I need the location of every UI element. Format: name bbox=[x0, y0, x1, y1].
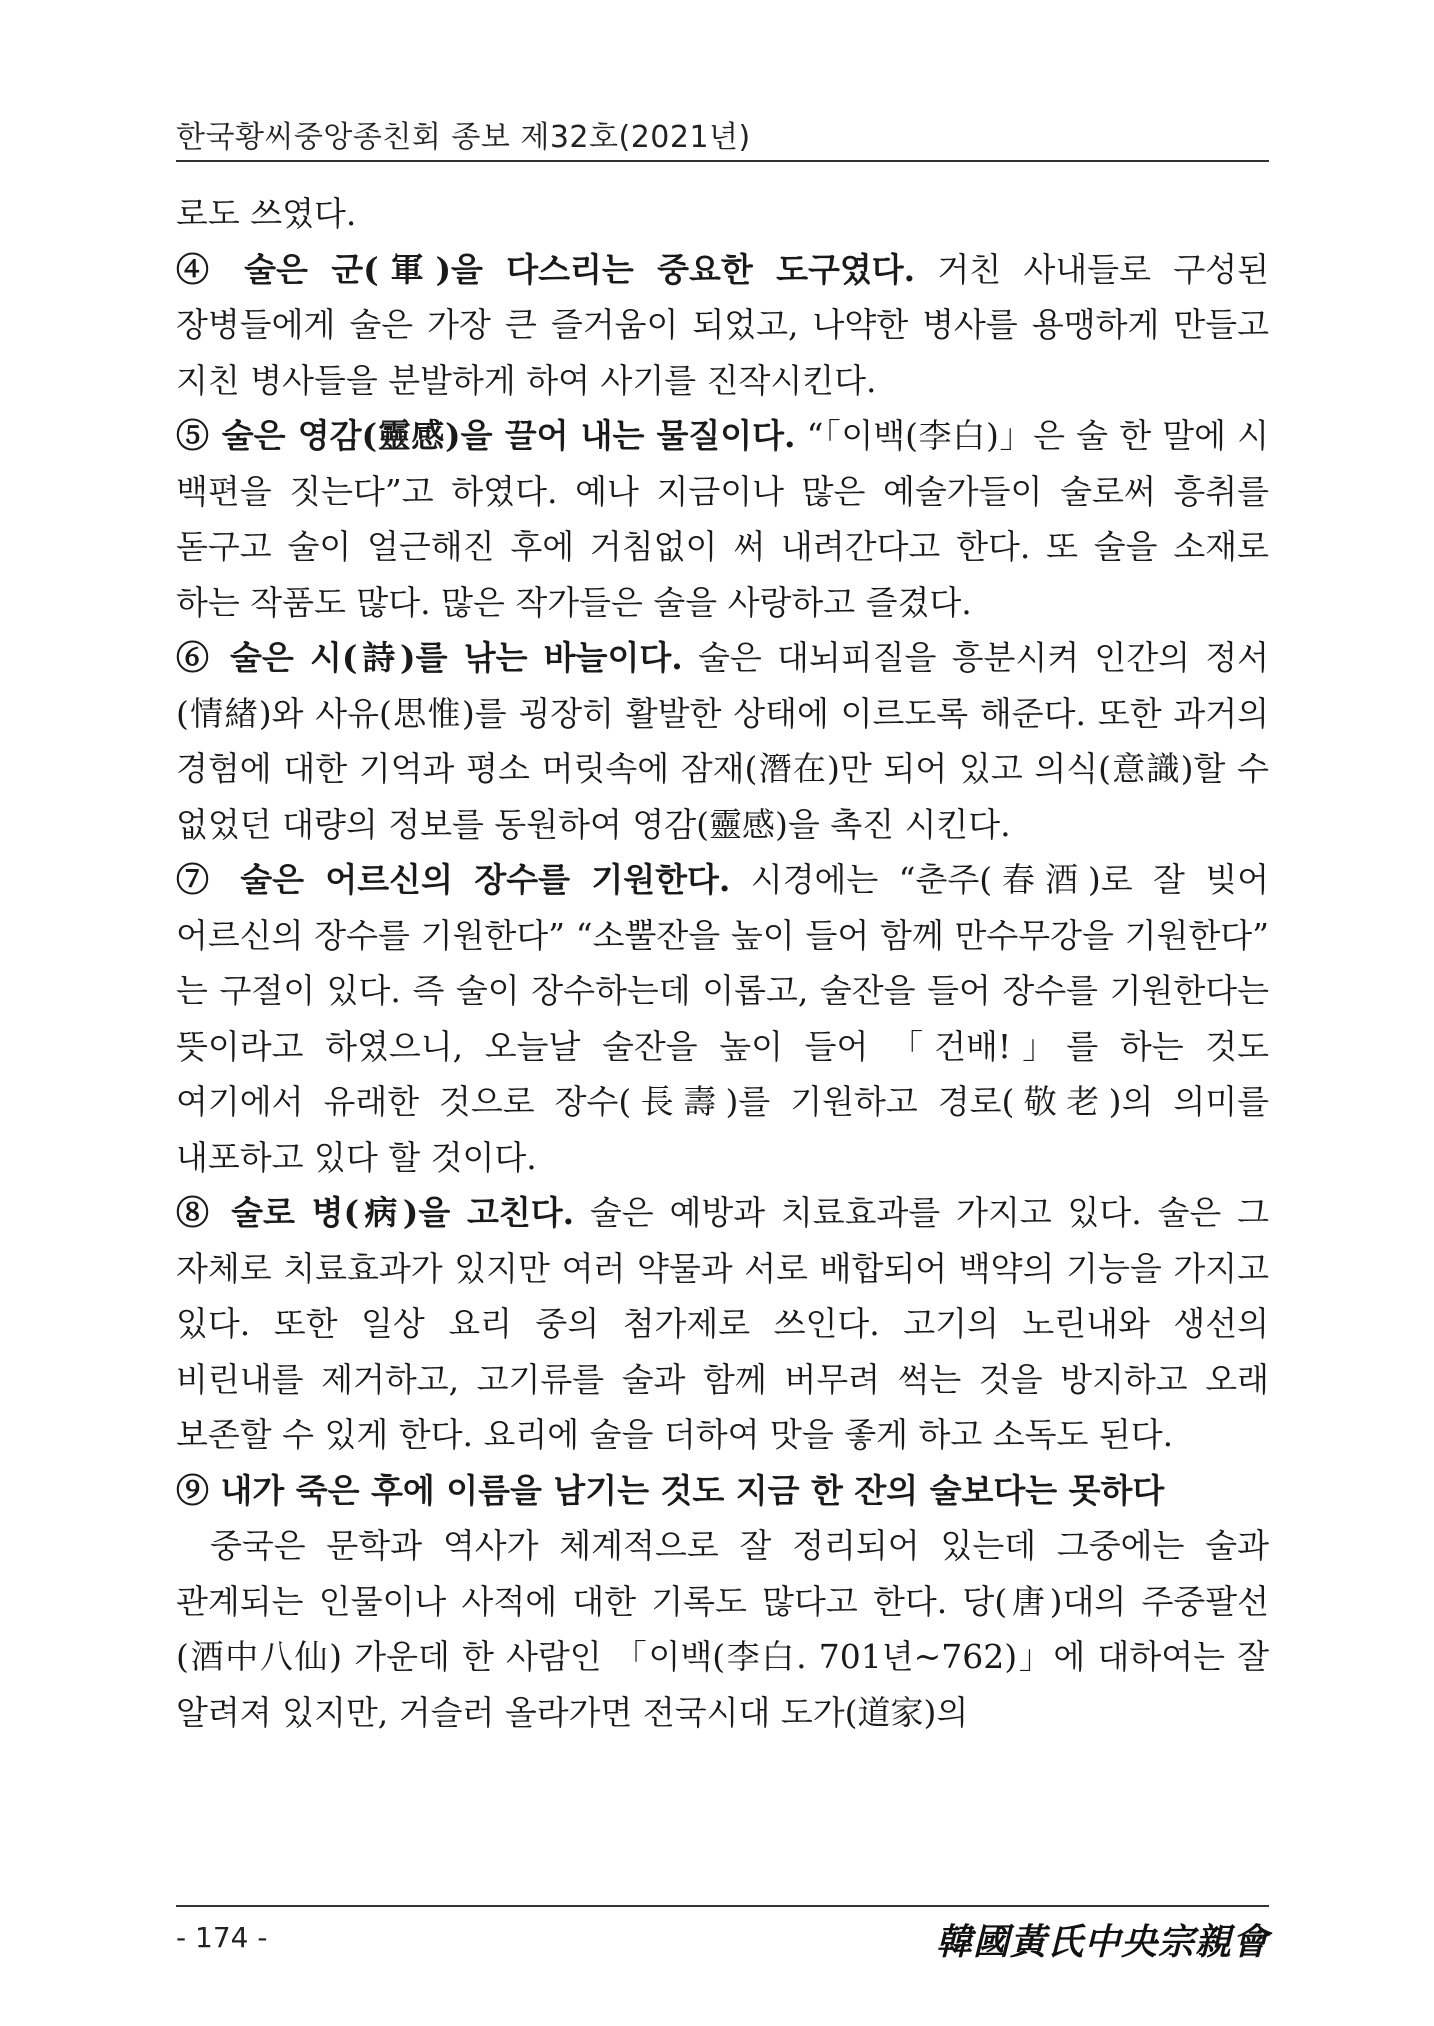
header-divider bbox=[176, 160, 1269, 162]
intro-line: 로도 쓰였다. bbox=[176, 194, 357, 233]
society-logo: 韓國黃氏中央宗親會 bbox=[935, 1921, 1269, 1963]
section-6-heading: ⑥ 술은 시(詩)를 낚는 바늘이다. bbox=[176, 638, 683, 677]
section-9-heading: ⑨ 내가 죽은 후에 이름을 남기는 것도 지금 한 잔의 술보다는 못하다 bbox=[176, 1470, 1165, 1510]
section-7-text: 시경에는 “춘주(春酒)로 잘 빚어 어르신의 장수를 기원한다” “소뿔잔을 높이 들어 함께 만수무강을 기원한다” 는 구절이 있다. 즉 술이 장수하는데 이롭고, 술잔을 들어 장수를 기원한다는 뜻이라고 하였으니, 오늘날 술잔을 높이 들어 「건배!」를 하는 것도 여기에서 유래한 것으로 장수(長壽)를 기원하고 경로(敬老)의 의미를 내포하고 있다 할 것이다. bbox=[176, 860, 1270, 1177]
section-8-heading: ⑧ 술로 병(病)을 고친다. bbox=[176, 1193, 575, 1232]
section-5 bbox=[176, 408, 1269, 630]
section-9-text: 중국은 문학과 역사가 체계적으로 잘 정리되어 있는데 그중에는 술과 관계되는 인물이나 사적에 대한 기록도 많다고 한다. 당(唐)대의 주중팔선(酒中八仙) 가운데 한 사람인 「이백(李白. 701년~762)」에 대하여는 잘 알려져 있지만, 거슬러 올라가면 전국시대 도가(道家)의 bbox=[176, 1526, 1269, 1732]
footer-divider bbox=[176, 1905, 1269, 1907]
section-6 bbox=[176, 630, 1269, 852]
section-7-heading: ⑦ 술은 어르신의 장수를 기원한다. bbox=[176, 860, 731, 899]
article-body bbox=[176, 186, 1269, 1740]
section-6-text: 술은 대뇌피질을 흥분시켜 인간의 정서(情緖)와 사유(思惟)를 굉장히 활발한 상태에 이르도록 해준다. 또한 과거의 경험에 대한 기억과 평소 머릿속에 잠재(潛在)만 되어 있고 의식(意識)할 수 없었던 대량의 정보를 동원하여 영감(靈感)을 촉진 시킨다. bbox=[176, 638, 1270, 844]
section-8 bbox=[176, 1185, 1269, 1463]
section-5-text: “「이백(李白)」은 술 한 말에 시 백편을 짓는다”고 하였다. 예나 지금이나 많은 예술가들이 술로써 흥취를 돋구고 술이 얼근해진 후에 거침없이 써 내려간다고 한다. 또 술을 소재로 하는 작품도 많다. 많은 작가들은 술을 사랑하고 즐겼다. bbox=[176, 416, 1270, 622]
section-4-text: 거친 사내들로 구성된 장병들에게 술은 가장 큰 즐거움이 되었고, 나약한 병사를 용맹하게 만들고 지친 병사들을 분발하게 하여 사기를 진작시킨다. bbox=[176, 249, 1269, 400]
section-4-heading: ④ 술은 군(軍)을 다스리는 중요한 도구였다. bbox=[176, 249, 916, 289]
page-number: - 174 - bbox=[176, 1921, 268, 1954]
section-8-text: 술은 예방과 치료효과를 가지고 있다. 술은 그 자체로 치료효과가 있지만 여러 약물과 서로 배합되어 백약의 기능을 가지고 있다. 또한 일상 요리 중의 첨가제로 쓰인다. 고기의 노린내와 생선의 비린내를 제거하고, 고기류를 술과 함께 버무려 썩는 것을 방지하고 오래 보존할 수 있게 한다. 요리에 술을 더하여 맛을 좋게 하고 소독도 된다. bbox=[176, 1193, 1269, 1454]
journal-header-title: 한국황씨중앙종친회 종보 제32호(2021년) bbox=[176, 120, 751, 155]
section-5-heading: ⑤ 술은 영감(靈感)을 끌어 내는 물질이다. bbox=[176, 416, 796, 455]
section-4 bbox=[176, 242, 1269, 409]
section-7 bbox=[176, 852, 1269, 1185]
